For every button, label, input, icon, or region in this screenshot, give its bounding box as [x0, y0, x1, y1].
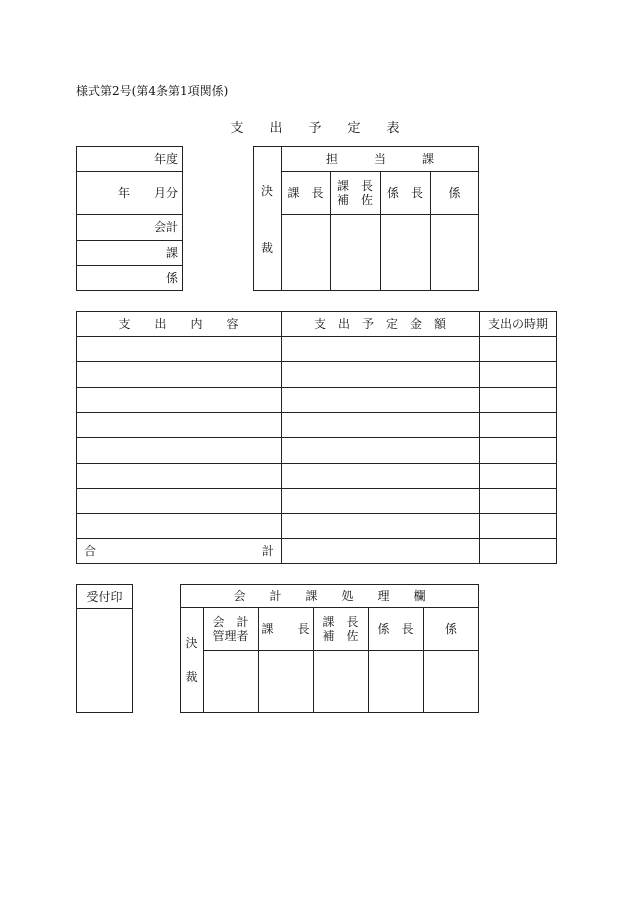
- header-timing: 支出の時期: [487, 317, 548, 331]
- account-label: 会計: [153, 220, 178, 234]
- decision-label-top: 決: [260, 184, 273, 198]
- approval-col-staff: 係: [448, 186, 461, 200]
- accounting-col-deputy: 課 長 補 佐: [322, 615, 359, 643]
- charge-section-header: 担 当 課: [325, 152, 434, 166]
- table-row: [76, 336, 557, 337]
- sub-section-label: 係: [165, 271, 178, 285]
- fiscal-year-label: 年度: [153, 152, 178, 166]
- accounting-col-chief: 課 長: [261, 622, 310, 636]
- accounting-block: [180, 584, 479, 713]
- accounting-decision-bottom: 裁: [185, 670, 198, 684]
- table-row: [76, 437, 557, 438]
- header-amount: 支 出 予 定 金 額: [313, 317, 446, 331]
- table-row: [76, 488, 557, 489]
- table-row: [76, 387, 557, 388]
- approval-col-sub-chief: 係 長: [386, 186, 423, 200]
- accounting-col-manager: 会 計 管理者: [212, 615, 249, 643]
- accounting-header: 会 計 課 処 理 欄: [233, 589, 426, 603]
- accounting-decision-top: 決: [185, 636, 198, 650]
- period-block: [76, 146, 183, 291]
- header-content: 支 出 内 容: [118, 317, 239, 331]
- table-row: [76, 361, 557, 362]
- table-row: [76, 412, 557, 413]
- receipt-stamp-label: 受付印: [86, 590, 123, 604]
- table-row: [76, 463, 557, 464]
- decision-label-bottom: 裁: [260, 241, 273, 255]
- table-row: [76, 538, 557, 539]
- section-label: 課: [165, 246, 178, 260]
- approval-block: [253, 146, 479, 291]
- approval-col-deputy: 課 長 補 佐: [336, 179, 373, 207]
- total-label-right: 計: [261, 544, 274, 558]
- month-label: 年 月分: [117, 186, 178, 200]
- approval-col-chief: 課 長: [287, 186, 324, 200]
- total-label-left: 合: [84, 544, 97, 558]
- accounting-col-staff: 係: [444, 622, 457, 636]
- page-title: 支 出 予 定 表: [230, 121, 400, 136]
- accounting-col-sub-chief: 係 長: [377, 622, 414, 636]
- form-id: 様式第2号(第4条第1項関係): [76, 84, 229, 98]
- table-row: [76, 513, 557, 514]
